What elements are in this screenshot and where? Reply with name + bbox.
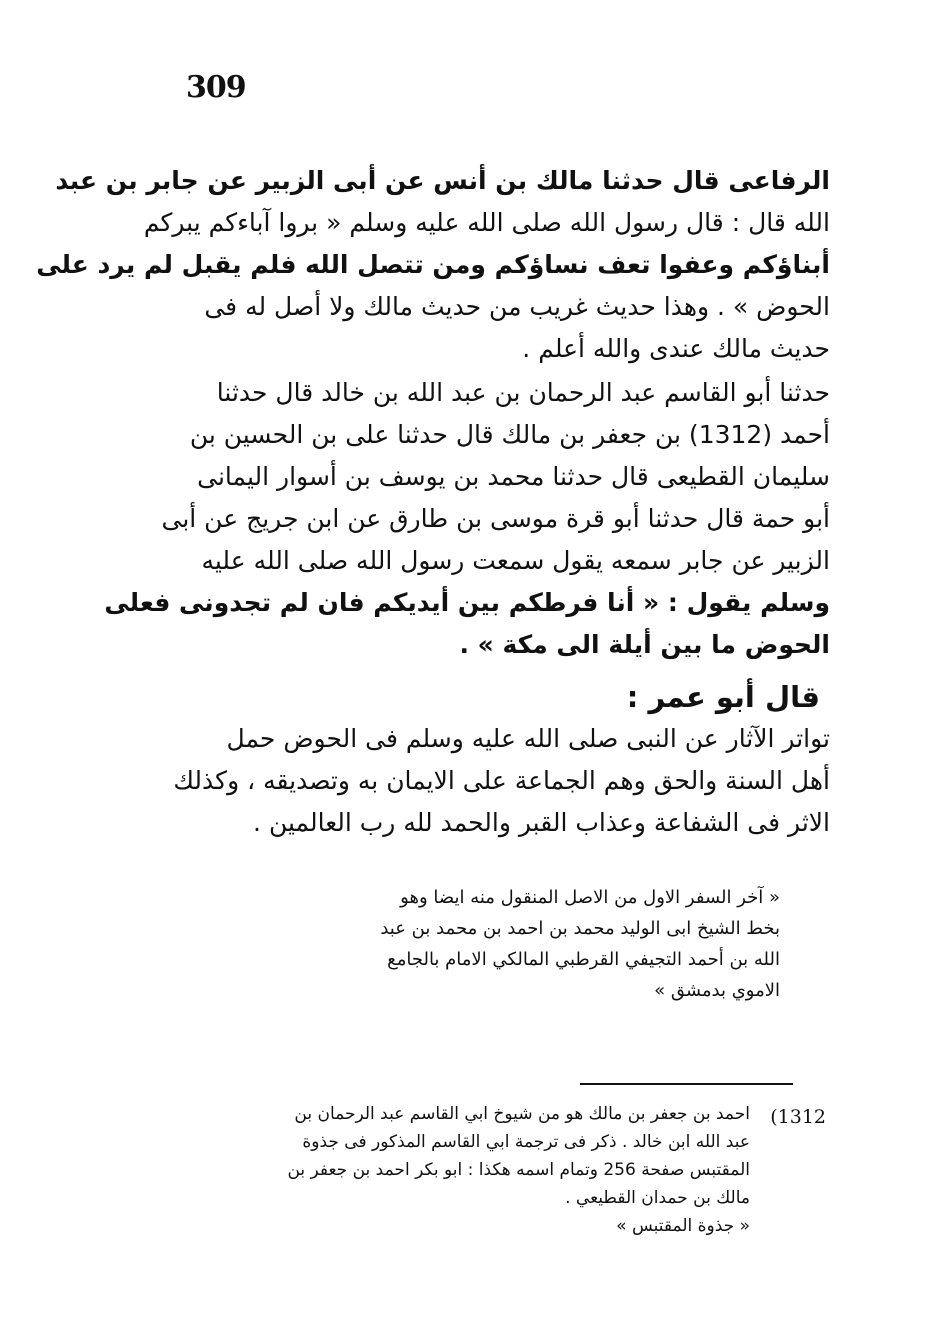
paragraph-2 [104,372,830,666]
footnote-number: 1312) [770,1106,826,1128]
paragraph-3 [150,718,830,844]
text-line: الحوض » . وهذا حديث غريب من حديث مالك ولا أصل له فى [204,292,830,321]
colophon-line: بخط الشيخ ابى الوليد محمد بن احمد بن محمد بن عبد [380,918,780,939]
text-line: الحوض ما بين أيلة الى مكة » . [459,630,830,659]
text-line: الرفاعى قال حدثنا مالك بن أنس عن أبى الزبير عن جابر بن عبد [55,166,830,195]
footnote-divider [580,1083,793,1085]
text-line: أبناؤكم وعفوا تعف نساؤكم ومن تتصل الله فلم يقبل لم يرد على [36,250,830,279]
footnote-line: المقتبس صفحة 256 وتمام اسمه هكذا : ابو بكر احمد بن جعفر بن [287,1160,750,1180]
footnote-line: مالك بن حمدان القطيعي . [565,1188,750,1208]
text-line: أبو حمة قال حدثنا أبو قرة موسى بن طارق عن ابن جريج عن أبى [161,504,830,533]
text-line: حدثنا أبو القاسم عبد الرحمان بن عبد الله بن خالد قال حدثنا [216,378,830,407]
text-line: حديث مالك عندى والله أعلم . [522,334,830,363]
text-line: أحمد (1312) بن جعفر بن مالك قال حدثنا على بن الحسين بن [189,420,830,449]
colophon-note [230,882,780,1006]
text-line: أهل السنة والحق وهم الجماعة على الايمان به وتصديقه ، وكذلك [173,766,830,795]
text-line: الله قال : قال رسول الله صلى الله عليه وسلم « بروا آباءكم يبركم [143,208,830,237]
footnote-line: احمد بن جعفر بن مالك هو من شيوخ ابي القاسم عبد الرحمان بن [294,1104,750,1124]
section-heading: قال أبو عمر : [626,680,820,714]
text-line: الاثر فى الشفاعة وعذاب القبر والحمد لله رب العالمين . [253,808,830,837]
text-line: سليمان القطيعى قال حدثنا محمد بن يوسف بن أسوار اليمانى [197,462,830,491]
footnote-line: عبد الله ابن خالد . ذكر فى ترجمة ابي القاسم المذكور فى جذوة [302,1132,750,1152]
colophon-line: الاموي بدمشق » [654,980,780,1001]
colophon-line: « آخر السفر الاول من الاصل المنقول منه ايضا وهو [400,887,780,908]
text-line: الزبير عن جابر سمعه يقول سمعت رسول الله صلى الله عليه [201,546,830,575]
footnote-line: « جذوة المقتبس » [616,1216,750,1236]
text-line: تواتر الآثار عن النبى صلى الله عليه وسلم فى الحوض حمل [226,724,830,753]
paragraph-1 [36,160,830,370]
text-line: وسلم يقول : « أنا فرطكم بين أيديكم فان لم تجدونى فعلى [104,588,830,617]
page-number: 309 [186,70,246,105]
colophon-line: الله بن أحمد التجيفي القرطبي المالكي الامام بالجامع [387,949,780,970]
footnote [160,1100,750,1240]
